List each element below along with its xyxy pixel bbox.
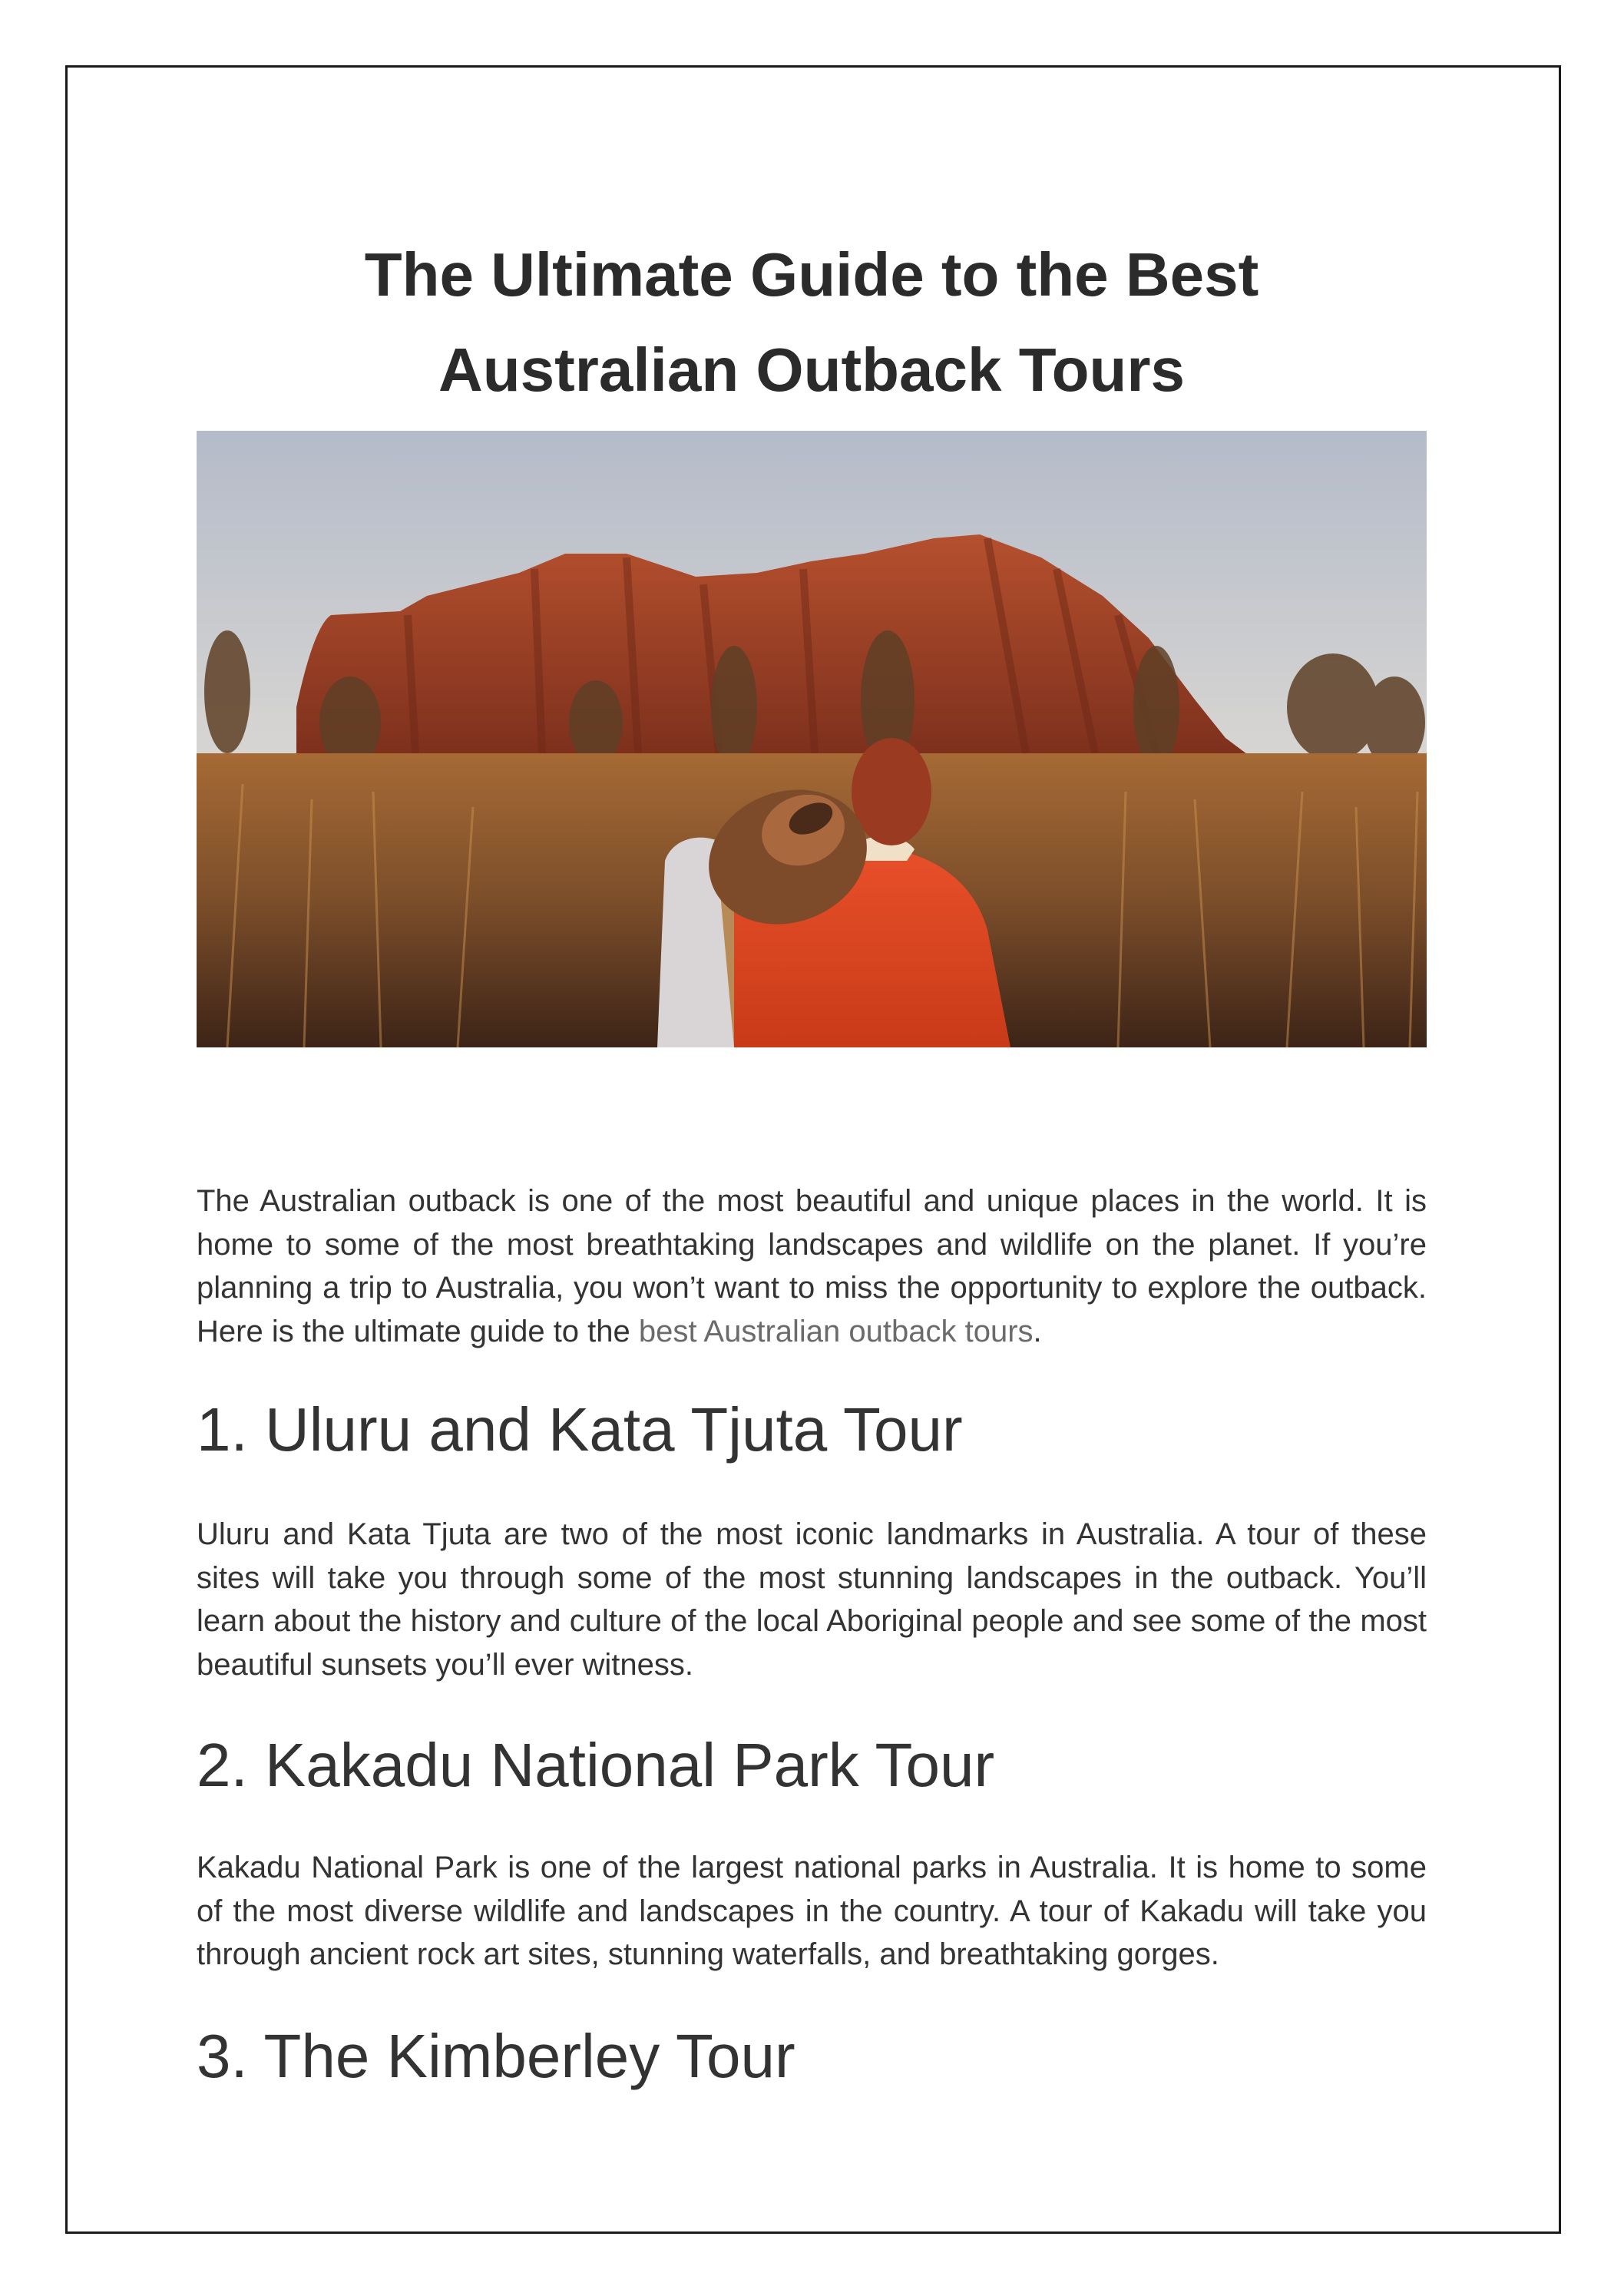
section-heading-kakadu: 2. Kakadu National Park Tour: [197, 1731, 995, 1799]
intro-paragraph: The Australian outback is one of the most beautiful and unique places in the world. It is home to some of the most breathtaking landscapes and wildlife on the planet. If you’re planning a trip to Australia, you won’t want to miss the opportunity to explore the outback. Here is the ultimate guide to the best Australian outback tours.: [197, 1184, 1427, 1348]
section-heading-uluru: 1. Uluru and Kata Tjuta Tour: [197, 1395, 963, 1464]
page-title: [197, 227, 1427, 418]
best-tours-link[interactable]: best Australian outback tours: [638, 1314, 1034, 1348]
photo-icon: [197, 431, 1427, 1047]
hero-image: [197, 431, 1427, 1047]
title-line-1: The Ultimate Guide to the Best: [364, 240, 1259, 309]
section-body-kakadu: Kakadu National Park is one of the largest national parks in Australia. It is home to some of the most diverse wildlife and landscapes in the country. A tour of Kakadu will take you through ancient rock art sites, stunning waterfalls, and breathtaking gorges.: [197, 1851, 1427, 1971]
section-heading-kimberley: 3. The Kimberley Tour: [197, 2022, 795, 2090]
title-line-2: Australian Outback Tours: [438, 336, 1186, 404]
section-body-uluru: Uluru and Kata Tjuta are two of the most iconic landmarks in Australia. A tour of these sites will take you through some of the most stunning landscapes in the outback. You’ll learn about the history and culture of the local Aboriginal people and see some of the most beautiful sunsets you’ll ever witness.: [197, 1517, 1427, 1682]
